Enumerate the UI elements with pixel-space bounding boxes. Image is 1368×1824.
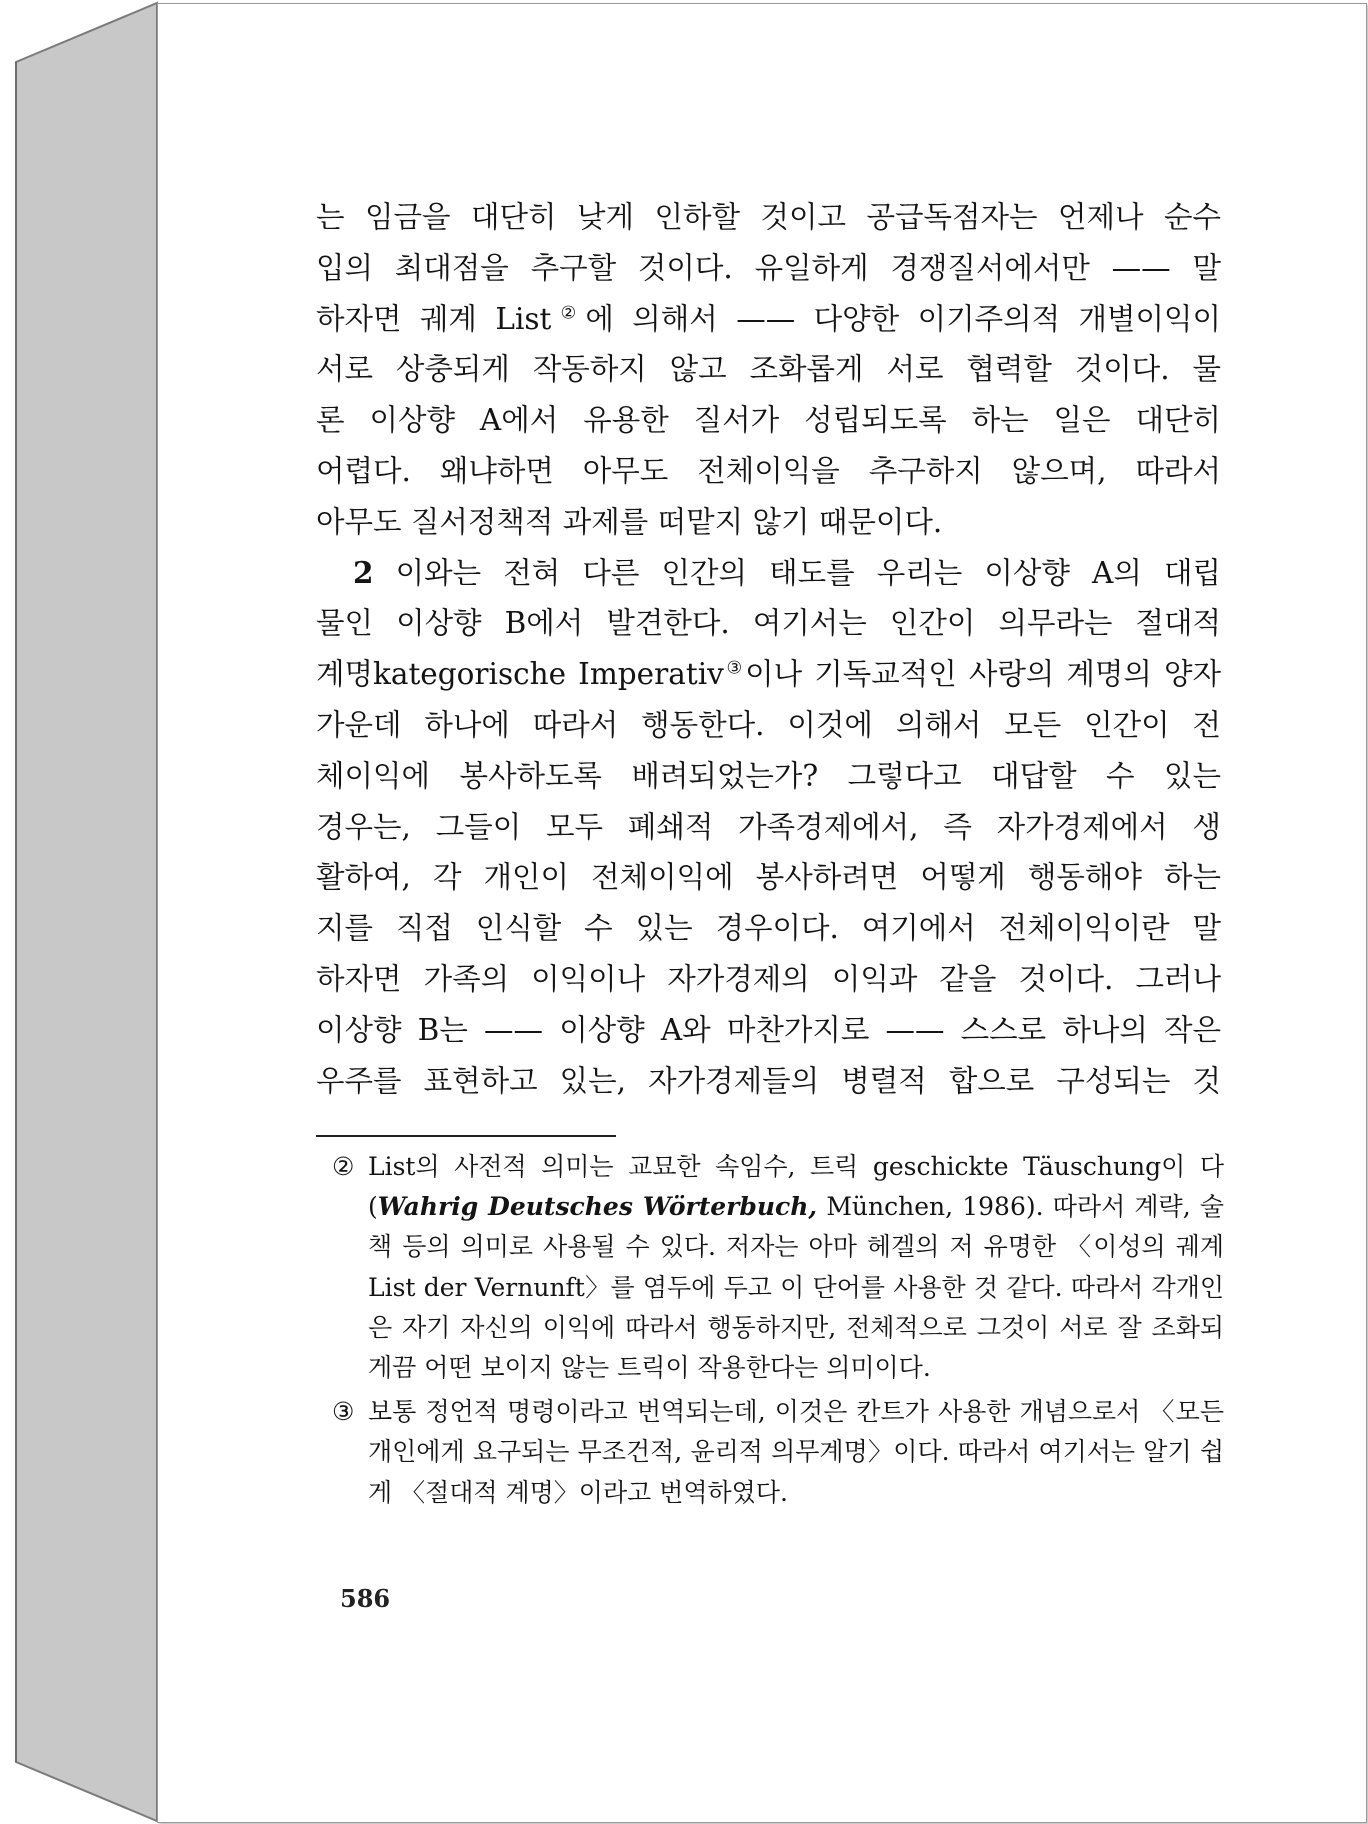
paragraph-line bbox=[316, 649, 1221, 700]
footnote-3 bbox=[332, 1392, 1224, 1513]
footnote-marker: ③ bbox=[332, 1397, 355, 1427]
paragraph-line bbox=[316, 548, 1221, 599]
paragraph-line: 하자면 가족의 이익이나 자가경제의 이익과 같을 것이다. 그러나 bbox=[316, 961, 1221, 996]
line-text: 에 의해서 —— 다양한 이기주의적 개별이익이 bbox=[585, 301, 1222, 336]
paragraph-line: 지를 직접 인식할 수 있는 경우이다. 여기에서 전체이익이란 말 bbox=[316, 911, 1221, 946]
book-page bbox=[157, 3, 1367, 1823]
paragraph-line: 우주를 표현하고 있는, 자가경제들의 병렬적 합으로 구성되는 것 bbox=[316, 1063, 1221, 1098]
footnote-text: München, 1986). 따라서 계략, 술책 등의 의미로 사용될 수 있다. 저자는 아마 헤겔의 저 유명한 〈이성의 궤계 List der Vernunft〉를 염두에 두고 이 단어를 사용한 것 같다. 따라서 각개인은 자기 자신의 이익에 따라서 행동하지만, 전체적으로 그것이 서로 잘 조화되게끔 어떤 보이지 않는 트릭이 작용한다는 의미이다. bbox=[368, 1192, 1224, 1383]
footnote-2 bbox=[332, 1147, 1224, 1388]
footnote-text: List의 사전적 의미는 교묘한 속임수, 트릭 geschickte Täuschung이 다( bbox=[368, 1152, 1224, 1222]
footnote-reference[interactable]: ② bbox=[551, 302, 586, 323]
line-text: 이와는 전혀 다른 인간의 태도를 우리는 이상향 A의 대립 bbox=[373, 555, 1221, 590]
line-text: 계명kategorische Imperativ bbox=[316, 657, 724, 692]
paragraph-line: 가운데 하나에 따라서 행동한다. 이것에 의해서 모든 인간이 전 bbox=[316, 707, 1221, 742]
paragraph-line: 서로 상충되게 작동하지 않고 조화롭게 서로 협력할 것이다. 물 bbox=[316, 352, 1221, 387]
body-text bbox=[316, 192, 1221, 1106]
paragraph-line: 경우는, 그들이 모두 폐쇄적 가족경제에서, 즉 자가경제에서 생 bbox=[316, 809, 1221, 844]
paragraph-line: 이상향 B는 —— 이상향 A와 마찬가지로 —— 스스로 하나의 작은 bbox=[316, 1012, 1221, 1047]
footnotes bbox=[332, 1147, 1224, 1513]
paragraph-line: 아무도 질서정책적 과제를 떠맡지 않기 때문이다. bbox=[316, 504, 943, 539]
paragraph-line: 어렵다. 왜냐하면 아무도 전체이익을 추구하지 않으며, 따라서 bbox=[316, 453, 1221, 488]
line-text: 이나 기독교적인 사랑의 계명의 양자 bbox=[745, 657, 1222, 692]
footnote-text: 보통 정언적 명령이라고 번역되는데, 이것은 칸트가 사용한 개념으로서 〈모든 개인에게 요구되는 무조건적, 윤리적 의무계명〉이다. 따라서 여기서는 알기 쉽게 〈절대적 계명〉이라고 번역하였다. bbox=[368, 1397, 1224, 1507]
line-text: 하자면 궤계 List bbox=[316, 301, 552, 336]
footnote-marker: ② bbox=[332, 1152, 355, 1181]
paragraph-line: 는 임금을 대단히 낮게 인하할 것이고 공급독점자는 언제나 순수 bbox=[316, 200, 1221, 234]
paragraph-line: 입의 최대점을 추구할 것이다. 유일하게 경쟁질서에서만 —— 말 bbox=[316, 250, 1221, 285]
page-number: 586 bbox=[340, 1584, 391, 1613]
paragraph-line: 물인 이상향 B에서 발견한다. 여기서는 인간이 의무라는 절대적 bbox=[316, 606, 1221, 641]
paragraph-line bbox=[316, 294, 1221, 345]
paragraph-line: 활하여, 각 개인이 전체이익에 봉사하려면 어떻게 행동해야 하는 bbox=[316, 860, 1221, 895]
footnote-reference[interactable]: ③ bbox=[723, 658, 746, 679]
section-number: 2 bbox=[353, 554, 374, 590]
paragraph-line: 론 이상향 A에서 유용한 질서가 성립되도록 하는 일은 대단히 bbox=[316, 403, 1221, 438]
footnote-divider bbox=[316, 1135, 616, 1137]
book-spine bbox=[0, 0, 160, 1824]
footnote-citation-title: Wahrig Deutsches Wörterbuch, bbox=[377, 1192, 818, 1222]
paragraph-line: 체이익에 봉사하도록 배려되었는가? 그렇다고 대답할 수 있는 bbox=[316, 758, 1221, 793]
